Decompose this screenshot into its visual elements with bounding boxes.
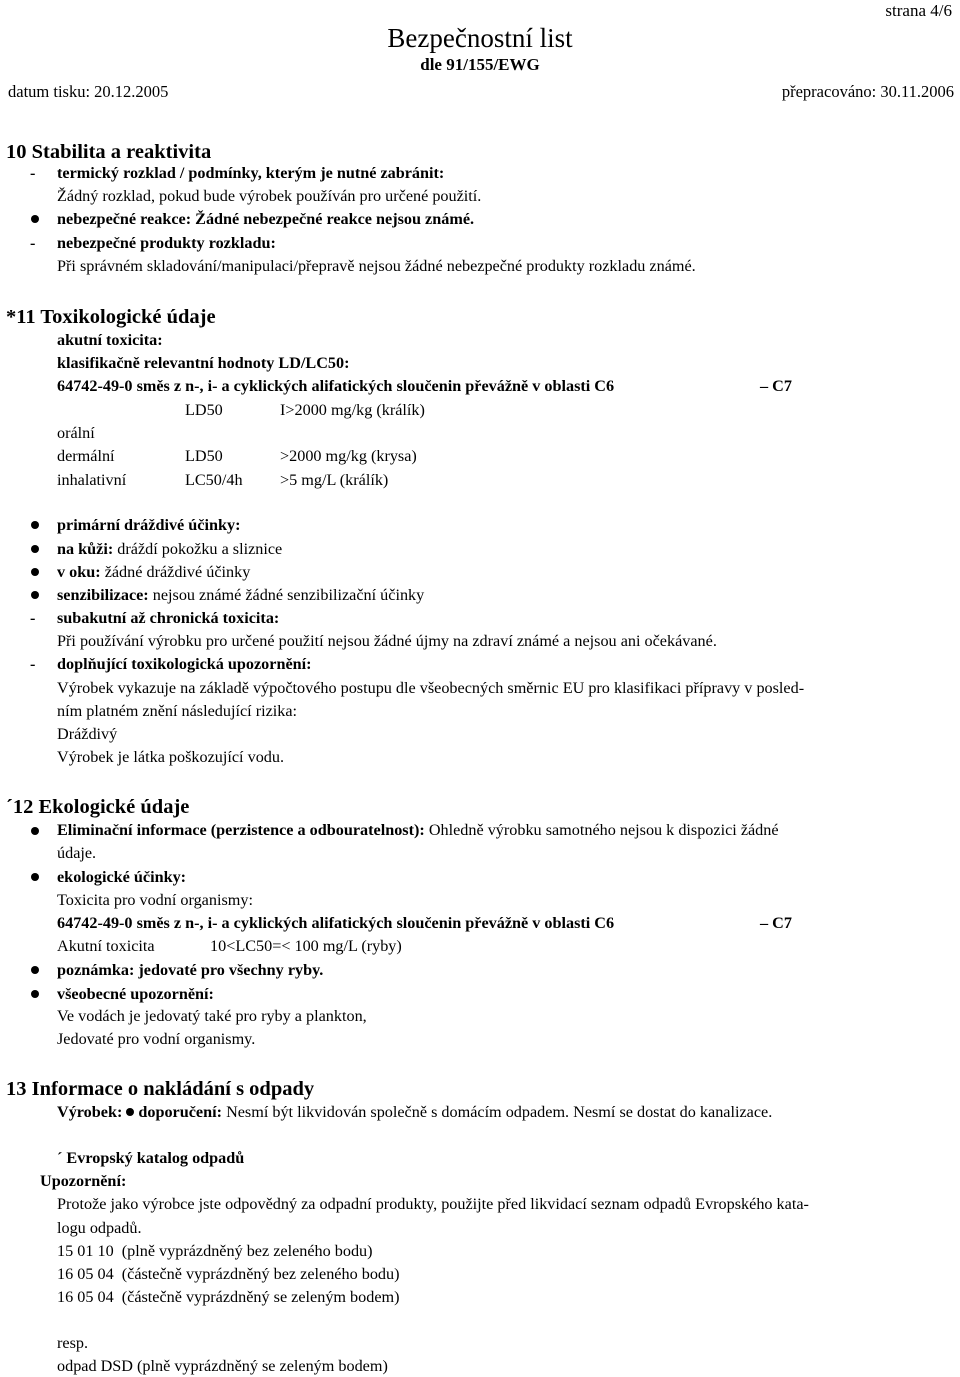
- s11-eye-line: [57, 564, 250, 580]
- s12-eco-label: ekologické účinky:: [57, 868, 187, 886]
- s13-warning-text: logu odpadů.: [57, 1219, 142, 1237]
- document-title: Bezpečnostní list: [387, 23, 573, 53]
- dash-marker: -: [30, 234, 36, 252]
- s11-skin-line: [57, 541, 282, 557]
- s13-product-line: [57, 1104, 772, 1120]
- s12-acute-value: 10<LC50=< 100 mg/L (ryby): [210, 937, 402, 955]
- tox-value: I>2000 mg/kg (králík): [280, 401, 425, 419]
- s12-elimination-line: [57, 822, 779, 838]
- s13-recommend-label: doporučení:: [138, 1103, 223, 1121]
- s11-sens-text: nejsou známé žádné senzibilizační účinky: [152, 586, 425, 604]
- section-11-heading: *11 Toxikologické údaje: [6, 306, 216, 328]
- s11-risk-water: Výrobek je látka poškozující vodu.: [57, 748, 285, 766]
- tox-param: LC50/4h: [185, 471, 243, 489]
- bullet-icon: [31, 568, 39, 576]
- waste-code: 16 05 04 (částečně vyprázdněný se zeleným bodem): [57, 1288, 400, 1306]
- s12-elimination-text-cont: údaje.: [57, 844, 97, 862]
- s13-warning-text: Protože jako výrobce jste odpovědný za odpadní produkty, použijte před likvidací seznam odpadů Evropského kata-: [57, 1195, 809, 1213]
- s11-eye-text: žádné dráždivé účinky: [104, 563, 251, 581]
- s11-additional-text: Výrobek vykazuje na základě výpočtového postupu dle všeobecných směrnic EU pro klasifikaci přípravy v posled-: [57, 679, 805, 697]
- section-12-heading: ´12 Ekologické údaje: [6, 796, 190, 818]
- dash-marker: -: [30, 609, 36, 627]
- page-number: strana 4/6: [885, 1, 952, 20]
- tox-param: LD50: [185, 401, 223, 419]
- s12-substance-end: – C7: [760, 914, 792, 932]
- waste-code: 16 05 04 (částečně vyprázdněný bez zeleného bodu): [57, 1265, 400, 1283]
- s12-general-text: Ve vodách je jedovatý také pro ryby a plankton,: [57, 1007, 367, 1025]
- s12-substance: 64742-49-0 směs z n-, i- a cyklických alifatických sloučenin převážně v oblasti C6: [57, 914, 615, 932]
- bullet-icon: [31, 545, 39, 553]
- tox-value: >5 mg/L (králík): [280, 471, 389, 489]
- s12-note: poznámka: jedovaté pro všechny ryby.: [57, 961, 324, 979]
- s13-resp: resp.: [57, 1334, 89, 1352]
- bullet-icon: [126, 1108, 134, 1116]
- s10-thermal-text: Žádný rozklad, pokud bude výrobek používán pro určené použití.: [57, 187, 482, 205]
- s11-acute-label: akutní toxicita:: [57, 331, 163, 349]
- tox-route: dermální: [57, 447, 115, 465]
- tox-route: orální: [57, 424, 95, 442]
- s11-subacute-label: subakutní až chronická toxicita:: [57, 609, 280, 627]
- tox-value: >2000 mg/kg (krysa): [280, 447, 417, 465]
- s11-additional-label: doplňující toxikologická upozornění:: [57, 655, 312, 673]
- bullet-icon: [31, 215, 39, 223]
- section-13-heading: 13 Informace o nakládání s odpady: [6, 1078, 315, 1100]
- bullet-icon: [31, 827, 39, 835]
- section-10-heading: 10 Stabilita a reaktivita: [6, 141, 212, 163]
- s11-relevant-label: klasifikačně relevantní hodnoty LD/LC50:: [57, 354, 350, 372]
- s10-thermal-label: termický rozklad / podmínky, kterým je nutné zabránit:: [57, 164, 445, 182]
- bullet-icon: [31, 521, 39, 529]
- s11-subacute-text: Při používání výrobku pro určené použití nejsou žádné újmy na zdraví známé a nejsou ani očekávané.: [57, 632, 717, 650]
- s10-reactions: nebezpečné reakce: Žádné nebezpečné reakce nejsou známé.: [57, 210, 475, 228]
- s11-additional-text: ním platném znění následující rizika:: [57, 702, 298, 720]
- s13-recommend-text: Nesmí být likvidován společně s domácím odpadem. Nesmí se dostat do kanalizace.: [226, 1103, 773, 1121]
- s12-general-text: Jedovaté pro vodní organismy.: [57, 1030, 256, 1048]
- s11-primary-label: primární dráždivé účinky:: [57, 516, 241, 534]
- s10-products-text: Při správném skladování/manipulaci/přepravě nejsou žádné nebezpečné produkty rozkladu známé.: [57, 257, 696, 275]
- revision-date: přepracováno: 30.11.2006: [781, 82, 954, 101]
- bullet-icon: [31, 990, 39, 998]
- print-date: datum tisku: 20.12.2005: [8, 82, 169, 101]
- s13-catalog-heading: ´ Evropský katalog odpadů: [57, 1149, 245, 1167]
- dash-marker: -: [30, 655, 36, 673]
- s13-warning-label: Upozornění:: [40, 1172, 127, 1190]
- s12-acute-label: Akutní toxicita: [57, 937, 155, 955]
- s12-aquatic-label: Toxicita pro vodní organismy:: [57, 891, 253, 909]
- bullet-icon: [31, 966, 39, 974]
- s11-sens-label: senzibilizace:: [57, 586, 149, 604]
- document-subtitle: dle 91/155/EWG: [420, 55, 540, 74]
- bullet-icon: [31, 873, 39, 881]
- s11-skin-label: na kůži:: [57, 540, 114, 558]
- s13-dsd: odpad DSD (plně vyprázdněný se zeleným bodem): [57, 1357, 388, 1375]
- waste-code: 15 01 10 (plně vyprázdněný bez zeleného bodu): [57, 1242, 373, 1260]
- dash-marker: -: [30, 164, 36, 182]
- s11-sens-line: [57, 587, 424, 603]
- tox-param: LD50: [185, 447, 223, 465]
- s12-general-label: všeobecné upozornění:: [57, 985, 214, 1003]
- s12-elimination-text: Ohledně výrobku samotného nejsou k dispozici žádné: [428, 821, 779, 839]
- tox-route: inhalativní: [57, 471, 127, 489]
- s11-substance-end: – C7: [760, 377, 792, 395]
- s11-eye-label: v oku:: [57, 563, 101, 581]
- s11-risk-irritant: Dráždivý: [57, 725, 118, 743]
- bullet-icon: [31, 591, 39, 599]
- s13-product-label: Výrobek:: [57, 1103, 123, 1121]
- s11-skin-text: dráždí pokožku a sliznice: [117, 540, 283, 558]
- s11-substance: 64742-49-0 směs z n-, i- a cyklických alifatických sloučenin převážně v oblasti C6: [57, 377, 615, 395]
- s12-elimination-label: Eliminační informace (perzistence a odbouratelnost):: [57, 821, 425, 839]
- s10-products-label: nebezpečné produkty rozkladu:: [57, 234, 276, 252]
